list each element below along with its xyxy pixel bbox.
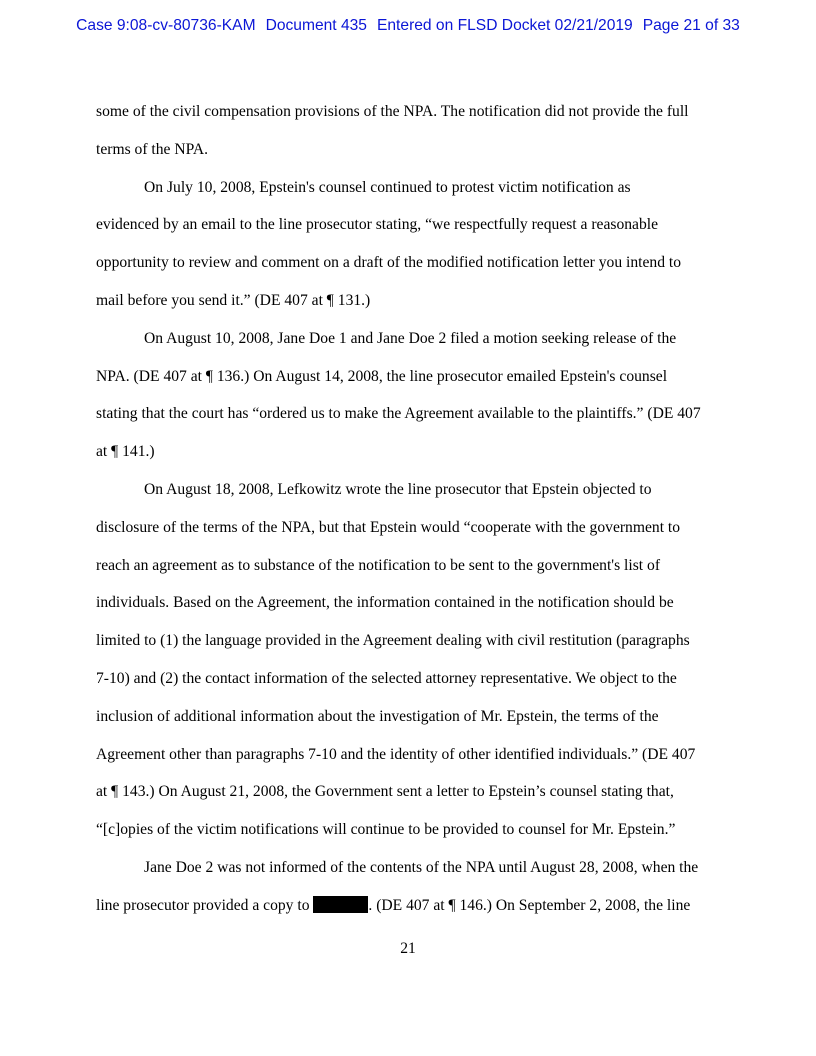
- body-line: inclusion of additional information about the investigation of Mr. Epstein, the terms of the: [96, 707, 659, 725]
- document-number: Document 435: [265, 17, 367, 34]
- paragraph-start-line: On August 10, 2008, Jane Doe 1 and Jane Doe 2 filed a motion seeking release of the: [144, 329, 677, 347]
- docket-header: [0, 17, 816, 35]
- body-line: opportunity to review and comment on a draft of the modified notification letter you intend to: [96, 254, 682, 272]
- body-line: 7-10) and (2) the contact information of the selected attorney representative. We object to the: [96, 669, 677, 687]
- body-line: disclosure of the terms of the NPA, but that Epstein would “cooperate with the government to: [96, 518, 681, 536]
- body-line: some of the civil compensation provisions of the NPA. The notification did not provide the full: [96, 103, 689, 120]
- redaction-block: [313, 896, 368, 913]
- paragraph-start-line: On August 18, 2008, Lefkowitz wrote the line prosecutor that Epstein objected to: [144, 480, 652, 498]
- body-line: stating that the court has “ordered us to make the Agreement available to the plaintiffs.” (DE 407: [96, 405, 701, 423]
- document-body: [96, 93, 720, 925]
- body-line: limited to (1) the language provided in the Agreement dealing with civil restitution (paragraphs: [96, 632, 690, 650]
- body-line: evidenced by an email to the line prosecutor stating, “we respectfully request a reasonable: [96, 216, 659, 234]
- page-number: 21: [400, 940, 416, 957]
- body-line: Agreement other than paragraphs 7-10 and the identity of other identified individuals.” (DE 407: [96, 745, 696, 763]
- body-line: NPA. (DE 407 at ¶ 136.) On August 14, 2008, the line prosecutor emailed Epstein's counsel: [96, 367, 668, 385]
- body-line: “[c]opies of the victim notifications will continue to be provided to counsel for Mr. Epstein.”: [96, 821, 676, 839]
- case-number: Case 9:08-cv-80736-KAM: [76, 17, 256, 34]
- body-line: at ¶ 141.): [96, 443, 155, 461]
- body-line-with-redaction: [96, 887, 720, 925]
- docket-entry-date: Entered on FLSD Docket 02/21/2019: [376, 17, 633, 34]
- body-line: mail before you send it.” (DE 407 at ¶ 131.): [96, 291, 371, 309]
- body-line: individuals. Based on the Agreement, the information contained in the notification should be: [96, 594, 674, 612]
- body-line: terms of the NPA.: [96, 140, 209, 158]
- page-count: Page 21 of 33: [642, 17, 740, 34]
- body-line: reach an agreement as to substance of the notification to be sent to the government's list of: [96, 556, 661, 574]
- paragraph-start-line: Jane Doe 2 was not informed of the contents of the NPA until August 28, 2008, when the: [144, 858, 699, 876]
- text-after-redaction: . (DE 407 at ¶ 146.) On September 2, 2008, the line: [368, 896, 691, 914]
- text-before-redaction: line prosecutor provided a copy to: [96, 896, 314, 914]
- paragraph-start-line: On July 10, 2008, Epstein's counsel continued to protest victim notification as: [144, 178, 631, 196]
- body-line: at ¶ 143.) On August 21, 2008, the Government sent a letter to Epstein’s counsel stating that,: [96, 783, 674, 801]
